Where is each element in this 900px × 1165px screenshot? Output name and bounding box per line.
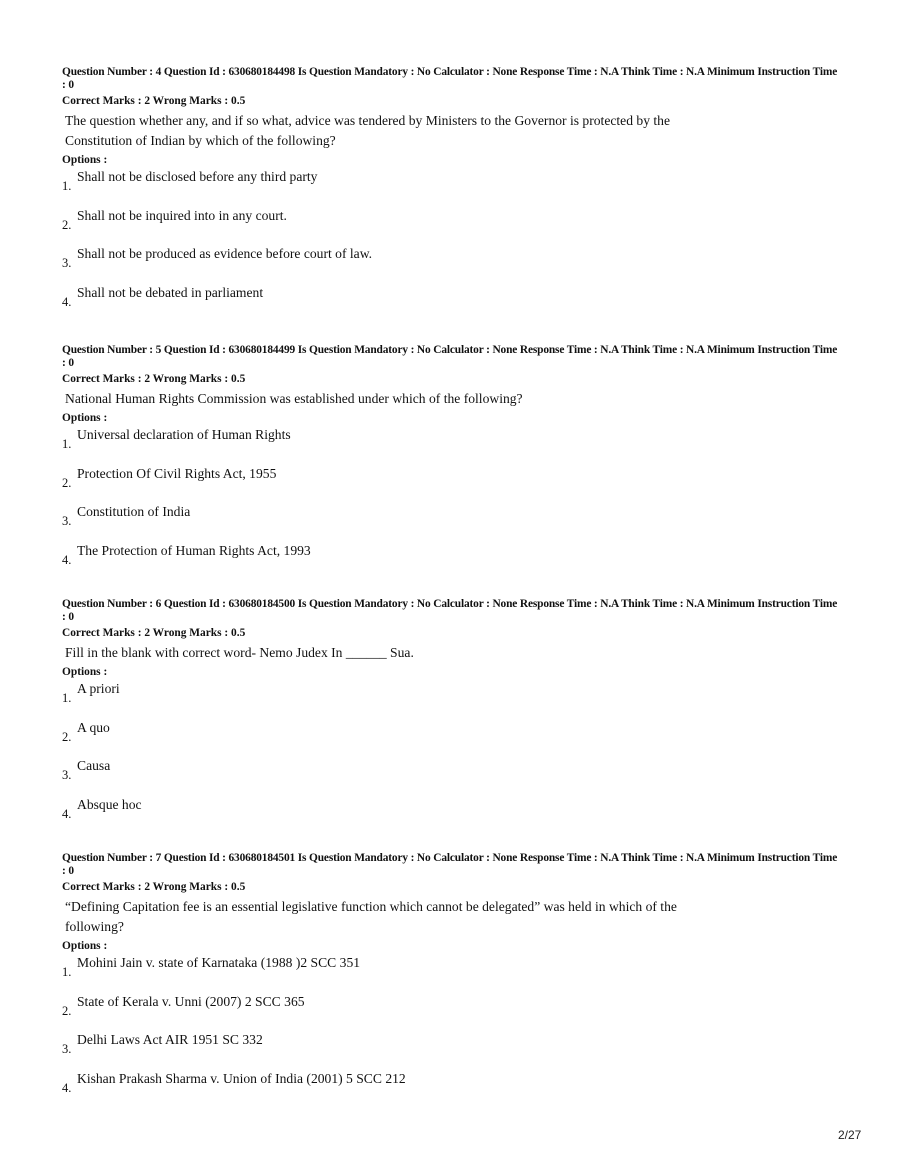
option-text: Shall not be disclosed before any third party (77, 169, 318, 184)
question-text-line: following? (65, 919, 124, 934)
question-meta: Question Number : 4 Question Id : 630680184498 Is Question Mandatory : No Calculator : None Response Time : N.A Think Time : N.A Minimum Instruction Time : 0 (62, 66, 838, 91)
option-item (62, 758, 842, 797)
question-text (62, 643, 842, 663)
options-list (62, 955, 842, 1109)
options-label: Options : (62, 412, 108, 424)
question-marks: Correct Marks : 2 Wrong Marks : 0.5 (62, 627, 246, 639)
question-block (62, 852, 842, 1109)
option-item (62, 994, 842, 1033)
option-text: A quo (77, 719, 110, 735)
option-number: 4. (62, 294, 72, 309)
option-number: 1. (62, 437, 72, 451)
option-number: 2. (62, 1003, 72, 1018)
option-item (62, 797, 842, 836)
question-text-line: The question whether any, and if so what, advice was tendered by Ministers to the Governor is protected by the (65, 113, 671, 128)
question-marks: Correct Marks : 2 Wrong Marks : 0.5 (62, 95, 246, 107)
options-list (62, 427, 842, 581)
question-text-line: “Defining Capitation fee is an essential legislative function which cannot be delegated” was held in which of the (65, 899, 677, 914)
option-text: Delhi Laws Act AIR 1951 SC 332 (77, 1032, 263, 1047)
question-marks: Correct Marks : 2 Wrong Marks : 0.5 (62, 373, 246, 385)
question-text (62, 897, 842, 937)
option-item (62, 169, 842, 208)
option-number: 1. (62, 691, 72, 705)
option-number: 2. (62, 475, 72, 490)
option-number: 4. (62, 1080, 72, 1095)
option-number: 1. (62, 965, 72, 979)
options-list (62, 169, 842, 323)
option-text: Protection Of Civil Rights Act, 1955 (77, 465, 277, 481)
question-meta: Question Number : 5 Question Id : 630680184499 Is Question Mandatory : No Calculator : None Response Time : N.A Think Time : N.A Minimum Instruction Time : 0 (62, 344, 838, 369)
option-text: The Protection of Human Rights Act, 1993 (77, 542, 311, 558)
page-number: 2/27 (838, 1128, 862, 1142)
option-item (62, 285, 842, 324)
option-text: Causa (77, 758, 111, 773)
question-meta: Question Number : 6 Question Id : 630680184500 Is Question Mandatory : No Calculator : None Response Time : N.A Think Time : N.A Minimum Instruction Time : 0 (62, 598, 838, 623)
option-number: 2. (62, 217, 72, 232)
option-number: 3. (62, 1042, 72, 1056)
option-item (62, 246, 842, 285)
question-text-line: Fill in the blank with correct word- Nemo Judex In ______ Sua. (65, 645, 414, 660)
question-block (62, 344, 842, 581)
question-text (62, 111, 842, 151)
option-item (62, 466, 842, 505)
option-item (62, 208, 842, 247)
option-text: Kishan Prakash Sharma v. Union of India (2001) 5 SCC 212 (77, 1070, 406, 1086)
question-text (62, 389, 842, 409)
option-text: A priori (77, 681, 120, 696)
option-number: 1. (62, 179, 72, 193)
options-label: Options : (62, 154, 108, 166)
question-meta: Question Number : 7 Question Id : 630680184501 Is Question Mandatory : No Calculator : None Response Time : N.A Think Time : N.A Minimum Instruction Time : 0 (62, 852, 838, 877)
option-text: Universal declaration of Human Rights (77, 427, 291, 442)
option-text: State of Kerala v. Unni (2007) 2 SCC 365 (77, 993, 305, 1009)
option-number: 3. (62, 256, 72, 270)
option-number: 3. (62, 768, 72, 782)
option-item (62, 720, 842, 759)
question-marks: Correct Marks : 2 Wrong Marks : 0.5 (62, 881, 246, 893)
option-item (62, 1071, 842, 1110)
option-number: 3. (62, 514, 72, 528)
option-item (62, 427, 842, 466)
option-item (62, 955, 842, 994)
question-block (62, 598, 842, 835)
options-label: Options : (62, 666, 108, 678)
option-text: Absque hoc (77, 796, 142, 812)
option-text: Shall not be debated in parliament (77, 284, 264, 300)
options-list (62, 681, 842, 835)
option-text: Constitution of India (77, 504, 191, 519)
option-item (62, 543, 842, 582)
option-number: 2. (62, 729, 72, 744)
option-text: Mohini Jain v. state of Karnataka (1988 )2 SCC 351 (77, 955, 361, 970)
option-text: Shall not be inquired into in any court. (77, 207, 287, 223)
option-item (62, 504, 842, 543)
option-number: 4. (62, 806, 72, 821)
options-label: Options : (62, 940, 108, 952)
option-number: 4. (62, 552, 72, 567)
question-text-line: National Human Rights Commission was established under which of the following? (65, 391, 523, 406)
option-item (62, 1032, 842, 1071)
option-item (62, 681, 842, 720)
question-text-line: Constitution of Indian by which of the following? (65, 133, 336, 148)
option-text: Shall not be produced as evidence before court of law. (77, 246, 373, 261)
question-block (62, 66, 842, 323)
